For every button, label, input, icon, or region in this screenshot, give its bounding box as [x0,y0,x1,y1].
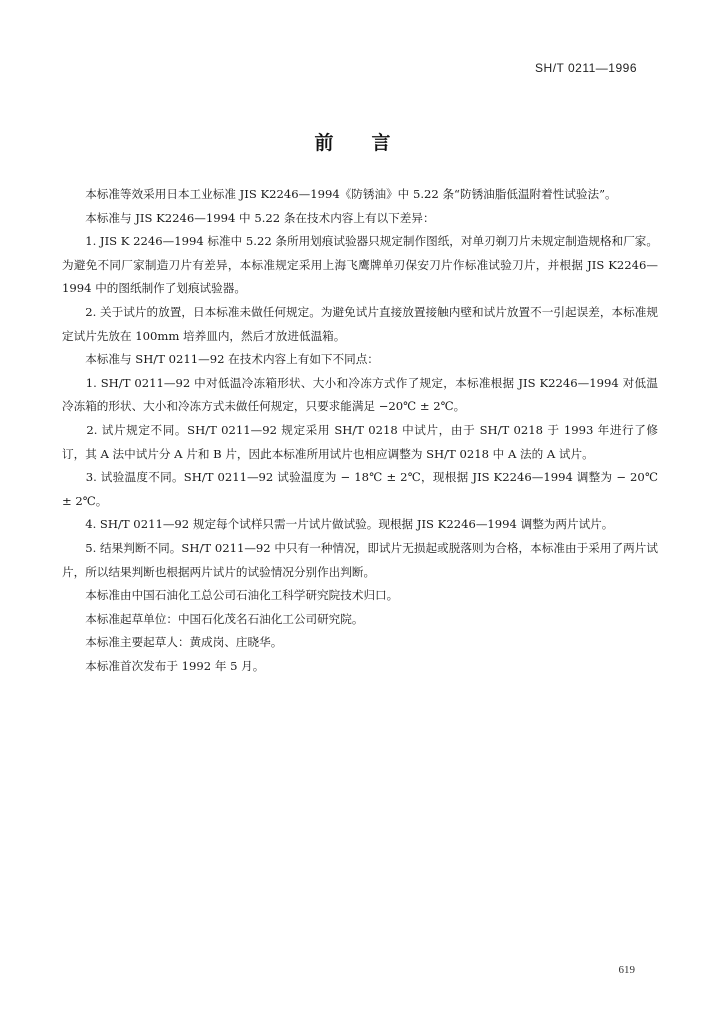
paragraph: 4. SH/T 0211—92 规定每个试样只需一片试片做试验。现根据 JIS K2246—1994 调整为两片试片。 [62,517,614,532]
paragraph: 1. SH/T 0211—92 中对低温冷冻箱形状、大小和冷冻方式作了规定，本标准根据 JIS K2246—1994 对低温冷冻箱的形状、大小和冷冻方式未做任何规定，只要求能满足 −20℃ ± 2℃。 [62,375,658,414]
document-body [62,183,658,678]
paragraph: 5. 结果判断不同。SH/T 0211—92 中只有一种情况，即试片无损起或脱落则为合格，本标准由于采用了两片试片，所以结果判断也根据两片试片的试验情况分别作出判断。 [62,540,658,579]
paragraph: 本标准与 JIS K2246—1994 中 5.22 条在技术内容上有以下差异： [62,210,435,225]
paragraph: 本标准由中国石油化工总公司石油化工科学研究院技术归口。 [62,588,399,603]
paragraph: 1. JIS K 2246—1994 标准中 5.22 条所用划痕试验器只规定制作图纸，对单刃剃刀片未规定制造规格和厂家。为避免不同厂家制造刀片有差异，本标准规定采用上海飞鹰牌单刃保安刀片作标准试验刀片，并根据 JIS K2246—1994 中的图纸制作了划痕试验器。 [62,234,658,296]
paragraph: 本标准起草单位：中国石化茂名石油化工公司研究院。 [62,611,364,626]
paragraph: 本标准主要起草人：黄成岗、庄晓华。 [62,635,283,650]
standard-code: SH/T 0211—1996 [535,61,637,75]
page-number: 619 [618,964,635,976]
paragraph: 本标准首次发布于 1992 年 5 月。 [62,658,265,673]
paragraph: 3. 试验温度不同。SH/T 0211—92 试验温度为 − 18℃ ± 2℃，现根据 JIS K2246—1994 调整为 − 20℃ ± 2℃。 [62,470,658,508]
page-title: 前言 [314,132,429,154]
paragraph: 本标准等效采用日本工业标准 JIS K2246—1994《防锈油》中 5.22 条“防锈油脂低温附着性试验法”。 [62,187,617,201]
paragraph: 2. 关于试片的放置，日本标准未做任何规定。为避免试片直接放置接触内壁和试片放置不一引起误差，本标准规定试片先放在 100mm 培养皿内，然后才放进低温箱。 [62,304,658,343]
paragraph: 2. 试片规定不同。SH/T 0211—92 规定采用 SH/T 0218 中试片，由于 SH/T 0218 于 1993 年进行了修订，其 A 法中试片分 A 片和 B 片，因此本标准所用试片也相应调整为 SH/T 0218 中 A 法的 A 试片。 [62,422,658,461]
paragraph: 本标准与 SH/T 0211—92 在技术内容上有如下不同点： [62,352,379,367]
